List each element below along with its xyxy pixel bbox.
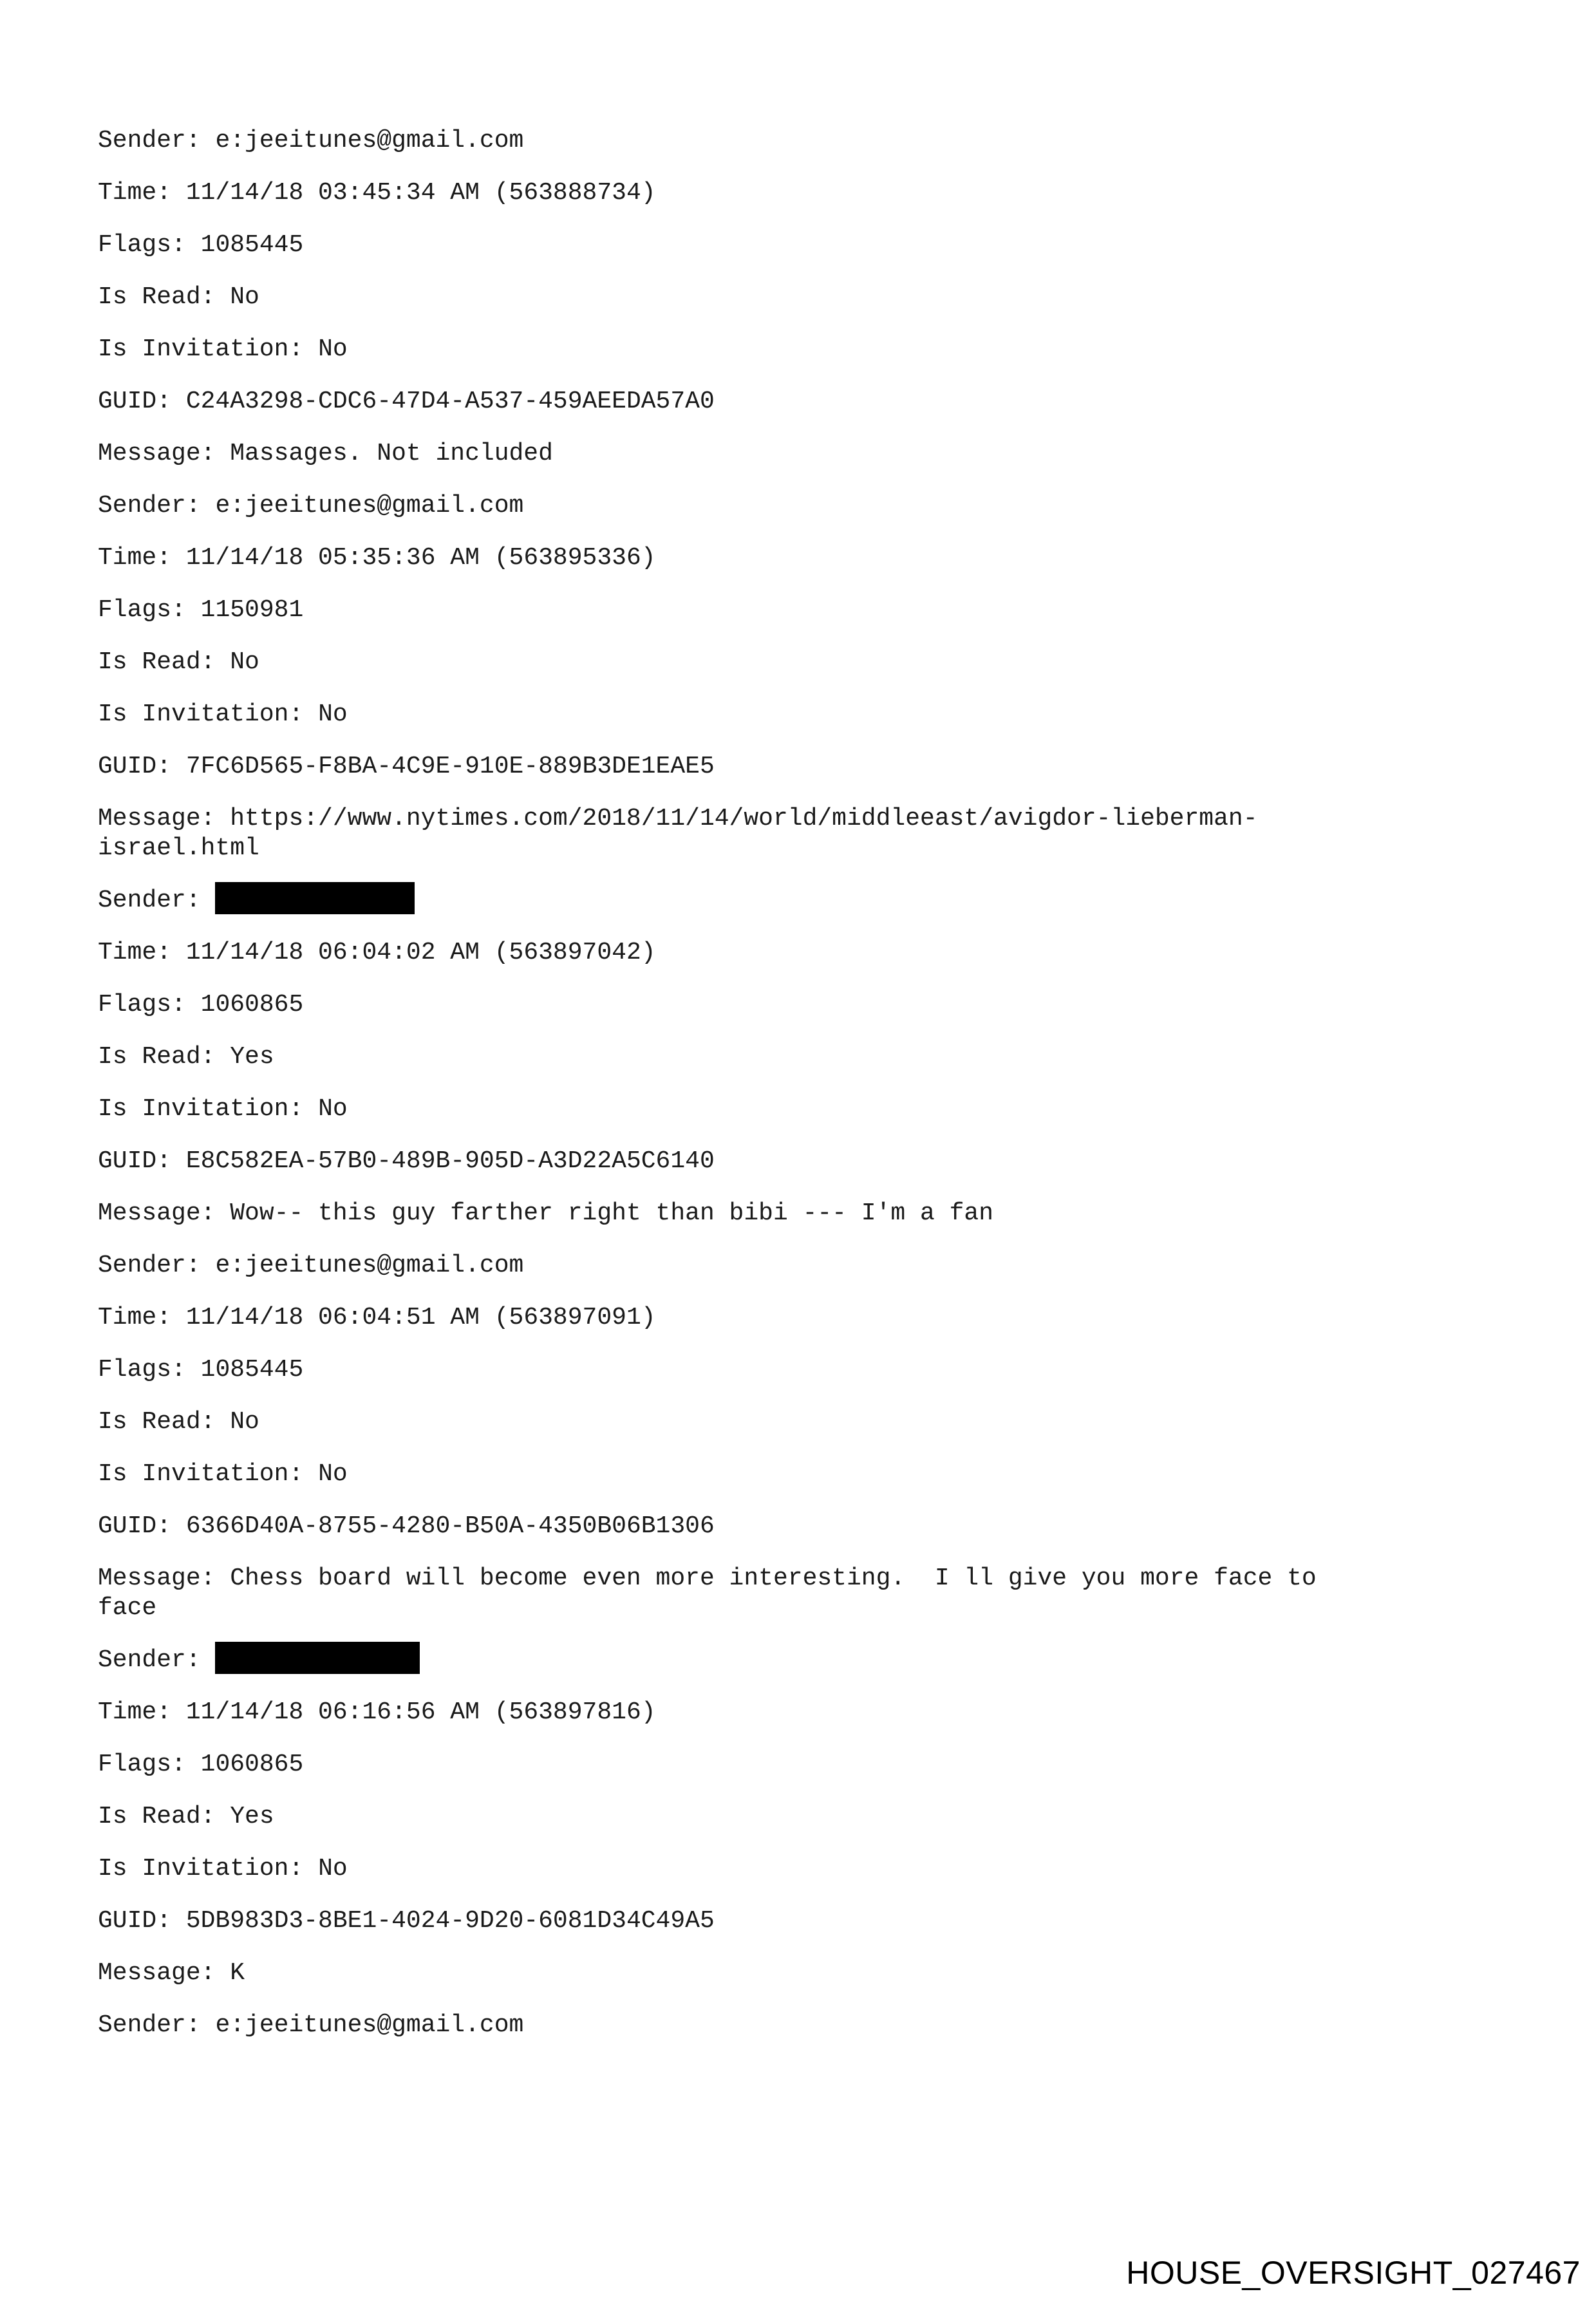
is-read-value: Yes (230, 1803, 274, 1830)
message-value: K (230, 1959, 245, 1987)
flags-line (98, 230, 1501, 260)
is-invitation-line (98, 700, 1501, 729)
redaction-box (215, 1642, 420, 1674)
sender-line (98, 886, 1501, 916)
time-line (98, 938, 1501, 968)
message-value: Chess board will become even more interesting. I ll give you more face to face (98, 1565, 1317, 1622)
guid-label: GUID: (98, 1147, 186, 1175)
guid-line (98, 752, 1501, 782)
message-record (98, 1251, 1501, 1623)
time-label: Time: (98, 179, 186, 207)
is-read-label: Is Read: (98, 1408, 230, 1436)
time-label: Time: (98, 939, 186, 966)
flags-label: Flags: (98, 596, 201, 624)
guid-label: GUID: (98, 1907, 186, 1935)
is-read-label: Is Read: (98, 1803, 230, 1830)
is-read-label: Is Read: (98, 1043, 230, 1071)
message-label: Message: (98, 1199, 230, 1227)
sender-value: e:jeeitunes@gmail.com (215, 1252, 524, 1279)
sender-label: Sender: (98, 1646, 216, 1675)
is-read-value: Yes (230, 1043, 274, 1071)
is-read-line (98, 648, 1501, 677)
is-read-line (98, 1407, 1501, 1437)
sender-label: Sender: (98, 887, 216, 915)
is-read-value: No (230, 1408, 259, 1436)
sender-value: e:jeeitunes@gmail.com (215, 127, 524, 155)
message-line (98, 1959, 1501, 1988)
is-read-line (98, 1802, 1501, 1832)
message-label: Message: (98, 440, 230, 467)
time-value: 11/14/18 05:35:36 AM (563895336) (185, 544, 656, 572)
guid-line (98, 1906, 1501, 1936)
message-label: Message: (98, 1565, 230, 1592)
time-line (98, 543, 1501, 573)
message-line (98, 1564, 1501, 1623)
is-read-label: Is Read: (98, 283, 230, 311)
bates-stamp: HOUSE_OVERSIGHT_027467 (1126, 2255, 1581, 2291)
message-line (98, 439, 1501, 469)
is-invitation-label: Is Invitation: (98, 700, 319, 728)
sender-line (98, 491, 1501, 521)
guid-line (98, 387, 1501, 417)
flags-value: 1085445 (200, 231, 304, 259)
flags-value: 1060865 (200, 1751, 304, 1778)
sender-value: e:jeeitunes@gmail.com (215, 492, 524, 520)
sender-line (98, 2011, 1501, 2040)
is-invitation-label: Is Invitation: (98, 1095, 319, 1123)
message-line (98, 804, 1501, 863)
time-label: Time: (98, 1304, 186, 1331)
sender-line (98, 126, 1501, 156)
message-value: https://www.nytimes.com/2018/11/14/world/middleeast/avigdor-lieberman- israel.html (98, 805, 1258, 862)
is-invitation-line (98, 1854, 1501, 1884)
time-label: Time: (98, 1698, 186, 1726)
sender-line (98, 1251, 1501, 1281)
flags-value: 1085445 (200, 1356, 304, 1384)
guid-label: GUID: (98, 388, 186, 415)
sender-label: Sender: (98, 1252, 216, 1279)
is-invitation-value: No (318, 335, 348, 363)
message-log (98, 126, 1501, 2063)
is-invitation-value: No (318, 1460, 348, 1488)
is-invitation-value: No (318, 1095, 348, 1123)
time-value: 11/14/18 03:45:34 AM (563888734) (185, 179, 656, 207)
time-line (98, 1698, 1501, 1727)
is-invitation-line (98, 1460, 1501, 1489)
message-label: Message: (98, 805, 230, 832)
time-line (98, 1303, 1501, 1333)
message-record (98, 491, 1501, 863)
flags-label: Flags: (98, 1751, 201, 1778)
flags-line (98, 1750, 1501, 1780)
message-value: Wow-- this guy farther right than bibi --- I'm a fan (230, 1199, 994, 1227)
guid-value: E8C582EA-57B0-489B-905D-A3D22A5C6140 (185, 1147, 715, 1175)
is-invitation-line (98, 1095, 1501, 1124)
is-invitation-label: Is Invitation: (98, 335, 319, 363)
time-label: Time: (98, 544, 186, 572)
message-record (98, 886, 1501, 1228)
flags-line (98, 596, 1501, 625)
message-line (98, 1199, 1501, 1228)
guid-label: GUID: (98, 1512, 186, 1540)
flags-value: 1150981 (200, 596, 304, 624)
flags-line (98, 990, 1501, 1020)
is-read-line (98, 1042, 1501, 1072)
guid-label: GUID: (98, 753, 186, 780)
is-invitation-value: No (318, 700, 348, 728)
sender-label: Sender: (98, 2011, 216, 2039)
message-label: Message: (98, 1959, 230, 1987)
flags-value: 1060865 (200, 991, 304, 1019)
guid-value: C24A3298-CDC6-47D4-A537-459AEEDA57A0 (185, 388, 715, 415)
guid-value: 5DB983D3-8BE1-4024-9D20-6081D34C49A5 (185, 1907, 715, 1935)
flags-line (98, 1355, 1501, 1385)
is-read-value: No (230, 648, 259, 676)
is-invitation-label: Is Invitation: (98, 1460, 319, 1488)
message-record (98, 126, 1501, 469)
is-read-value: No (230, 283, 259, 311)
is-read-line (98, 283, 1501, 312)
guid-line (98, 1147, 1501, 1176)
flags-label: Flags: (98, 991, 201, 1019)
sender-value: e:jeeitunes@gmail.com (215, 2011, 524, 2039)
time-value: 11/14/18 06:16:56 AM (563897816) (185, 1698, 656, 1726)
sender-label: Sender: (98, 492, 216, 520)
is-invitation-value: No (318, 1855, 348, 1883)
guid-line (98, 1512, 1501, 1541)
is-invitation-line (98, 335, 1501, 364)
is-invitation-label: Is Invitation: (98, 1855, 319, 1883)
flags-label: Flags: (98, 1356, 201, 1384)
sender-line (98, 1646, 1501, 1675)
message-record (98, 1646, 1501, 1988)
message-record (98, 2011, 1501, 2040)
redaction-box (215, 882, 415, 914)
time-value: 11/14/18 06:04:02 AM (563897042) (185, 939, 656, 966)
time-value: 11/14/18 06:04:51 AM (563897091) (185, 1304, 656, 1331)
sender-label: Sender: (98, 127, 216, 155)
is-read-label: Is Read: (98, 648, 230, 676)
message-value: Massages. Not included (230, 440, 553, 467)
time-line (98, 178, 1501, 208)
flags-label: Flags: (98, 231, 201, 259)
guid-value: 7FC6D565-F8BA-4C9E-910E-889B3DE1EAE5 (185, 753, 715, 780)
guid-value: 6366D40A-8755-4280-B50A-4350B06B1306 (185, 1512, 715, 1540)
